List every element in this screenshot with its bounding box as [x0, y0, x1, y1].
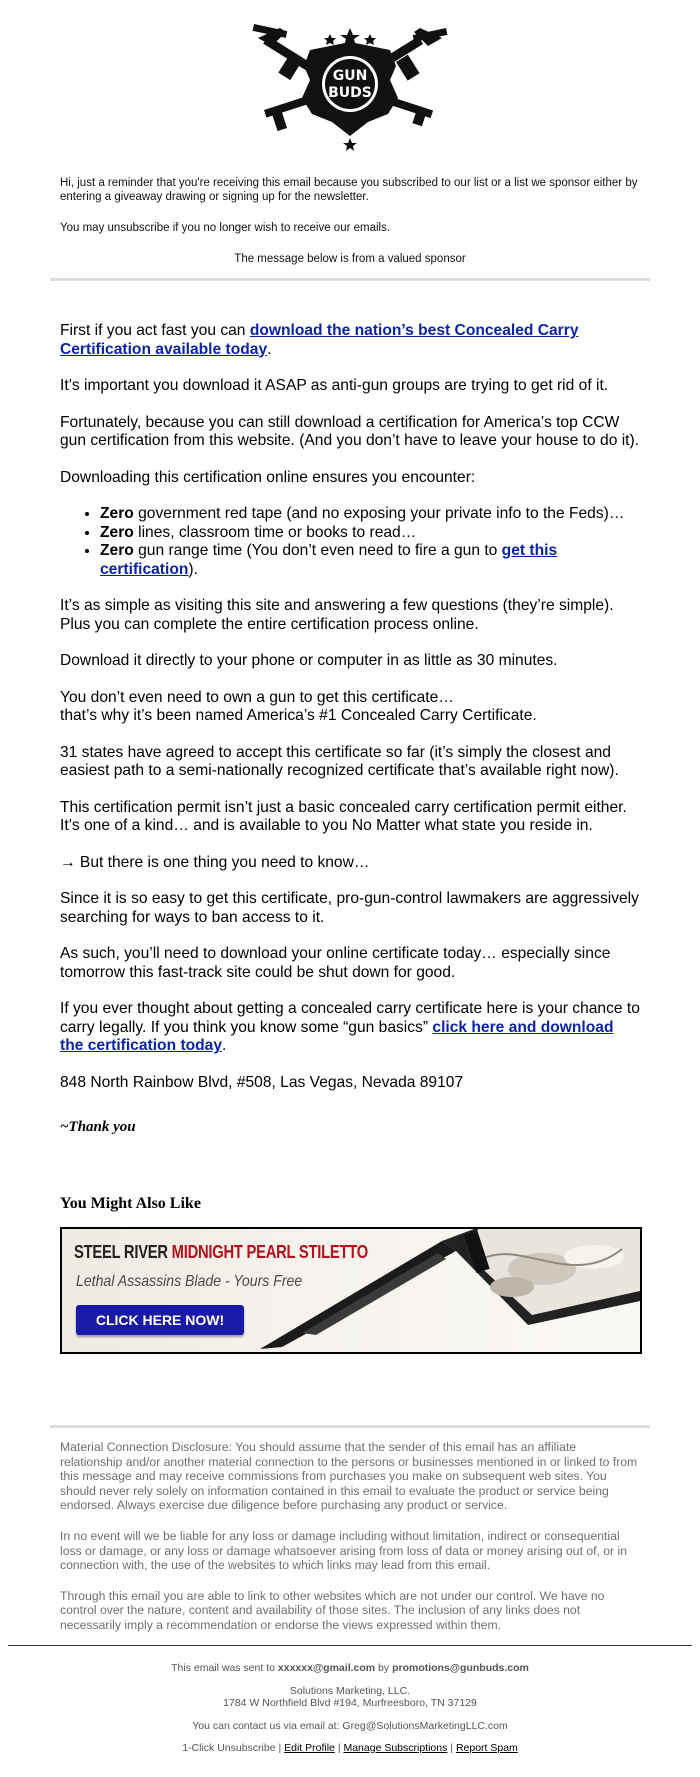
- thank-you-text: ~Thank you: [60, 1119, 136, 1135]
- paragraph-today: As such, you’ll need to download your online certificate today… especially since tomorrow this fast-track site could be shut down for good.: [60, 945, 611, 981]
- bullet-text-end: ).: [188, 560, 198, 578]
- paragraph-one-thing: → But there is one thing you need to know…: [60, 853, 370, 871]
- paragraph-no-gun: [60, 689, 640, 726]
- download-certification-link[interactable]: download the nation’s best Concealed Carry Certification available today: [60, 322, 579, 358]
- ad-title-product: MIDNIGHT PEARL STILETTO: [171, 1242, 369, 1262]
- bottom-divider: [50, 1425, 650, 1428]
- list-item: [100, 524, 640, 543]
- company-address: 1784 W Northfield Blvd #194, Murfreesboro, TN 37129: [223, 1697, 477, 1709]
- bullet-bold: Zero: [100, 523, 134, 541]
- separator: |: [275, 1742, 285, 1754]
- edit-profile-link[interactable]: Edit Profile: [284, 1742, 335, 1754]
- header-notice: [60, 176, 640, 283]
- no-gun-line2: that’s why it’s been named America’s #1 Concealed Carry Certificate.: [60, 707, 537, 724]
- paragraph-lawmakers: Since it is so easy to get this certificate, pro-gun-control lawmakers are aggressively searching for ways to ban access to it.: [60, 890, 639, 926]
- footer-divider: [8, 1645, 692, 1646]
- logo-text-line1: GUN: [332, 68, 368, 84]
- manage-subscriptions-link[interactable]: Manage Subscriptions: [343, 1742, 448, 1754]
- benefits-list: [60, 505, 640, 579]
- intro-text-end: .: [267, 340, 272, 358]
- separator: |: [447, 1742, 456, 1754]
- ad-subtitle: Lethal Assassins Blade - Yours Free: [76, 1273, 303, 1290]
- bullet-text: lines, classroom time or books to read…: [133, 523, 417, 541]
- ad-title-brand: STEEL RIVER: [74, 1242, 172, 1262]
- you-might-also-like-heading: You Might Also Like: [60, 1194, 201, 1212]
- paragraph-one-of-a-kind: This certification permit isn’t just a basic concealed carry certification permit either. It’s one of a kind… and is available to you No Matter what state you reside in.: [60, 798, 627, 834]
- stiletto-knife-icon: [242, 1229, 640, 1352]
- paragraph-asap: It’s important you download it ASAP as anti-gun groups are trying to get rid of it.: [60, 377, 609, 394]
- list-item: [100, 505, 640, 524]
- paragraph-chance: [60, 1000, 640, 1056]
- click-here-download-link[interactable]: click here and download the certification today: [60, 1018, 614, 1054]
- knife-ad-banner[interactable]: [60, 1227, 642, 1354]
- sent-to-prefix: This email was sent to: [171, 1662, 278, 1674]
- disclosure-material-connection: Material Connection Disclosure: You should assume that the sender of this email has an affiliate relationship and/or another material connection to the persons or businesses mentioned in or linked to from this message and may receive commissions from purchases you make on subsequent web sites. You should never rely solely on information contained in this email to evaluate the product or service being endorsed. Always exercise due diligence before purchasing any product or service.: [60, 1440, 638, 1513]
- email-footer: [50, 1662, 650, 1765]
- disclosure-external-links: Through this email you are able to link to other websites which are not under our control. We have no control over the nature, content and availability of those sites. The inclusion of any links does not necessarily imply a recommendation or endorse the views expressed within them.: [60, 1588, 605, 1632]
- sponsor-note: The message below is from a valued sponsor: [234, 253, 466, 265]
- list-item: [100, 542, 640, 579]
- bullet-bold: Zero: [100, 542, 134, 559]
- sponsor-address: 848 North Rainbow Blvd, #508, Las Vegas, Nevada 89107: [60, 1073, 464, 1091]
- separator: |: [334, 1742, 344, 1754]
- contact-line: You can contact us via email at: Greg@SolutionsMarketingLLC.com: [192, 1719, 508, 1732]
- company-name: Solutions Marketing, LLC.: [289, 1684, 411, 1697]
- report-spam-link[interactable]: Report Spam: [455, 1742, 518, 1754]
- logo-text-line2: BUDS: [328, 85, 372, 101]
- chance-text-end: .: [222, 1037, 227, 1054]
- unsubscribe-text[interactable]: 1-Click Unsubscribe: [182, 1742, 276, 1754]
- company-block: [50, 1685, 650, 1710]
- recipient-email: xxxxxx@gmail.com: [277, 1662, 376, 1674]
- no-gun-line1: You don’t even need to own a gun to get this certificate…: [60, 688, 454, 706]
- intro-text: First if you act fast you can: [60, 322, 250, 339]
- disclosure-liability: In no event will we be liable for any loss or damage including without limitation, indirect or consequential loss or damage, or any loss or damage whatsoever arising from loss of data or money arising out of, or in connection with, the use of the websites to which links may lead from this email.: [60, 1528, 627, 1573]
- paragraph-ensures: Downloading this certification online ensures you encounter:: [60, 468, 476, 486]
- bullet-text: gun range time (You don’t even need to fire a gun to: [133, 542, 502, 559]
- paragraph-simple: It’s as simple as visiting this site and answering a few questions (they’re simple). Plus you can complete the entire certification process online.: [60, 597, 614, 633]
- top-divider: [50, 278, 650, 281]
- sponsor-message: [60, 322, 640, 1354]
- chance-text: If you ever thought about getting a concealed carry certificate here is your chance to carry legally. If you think you know some “gun basics”: [60, 1000, 640, 1036]
- bullet-bold: Zero: [100, 505, 134, 522]
- sent-to-line: [50, 1662, 650, 1675]
- get-certification-link[interactable]: get this certification: [100, 542, 558, 578]
- bullet-text: government red tape (and no exposing your private info to the Feds)…: [133, 505, 625, 522]
- reminder-text: Hi, just a reminder that you're receiving this email because you subscribed to our list or a list we sponsor either by entering a giveaway drawing or signing up for the newsletter.: [60, 177, 638, 203]
- gunbuds-logo-graphic: [250, 14, 450, 154]
- paragraph-fortunately: Fortunately, because you can still download a certification for America’s top CCW gun certification from this website. (And you don’t have to leave your house to do it).: [60, 413, 640, 449]
- unsubscribe-note: You may unsubscribe if you no longer wish to receive our emails.: [60, 222, 391, 234]
- paragraph-intro: [60, 322, 640, 359]
- by-text: by: [375, 1662, 393, 1674]
- sender-email: promotions@gunbuds.com: [392, 1662, 529, 1674]
- disclosure-section: [60, 1440, 640, 1649]
- footer-links: [50, 1742, 650, 1755]
- paragraph-download: Download it directly to your phone or computer in as little as 30 minutes.: [60, 652, 558, 669]
- click-here-now-button[interactable]: CLICK HERE NOW!: [76, 1305, 244, 1335]
- paragraph-states: 31 states have agreed to accept this certificate so far (it’s simply the closest and easiest path to a semi-nationally recognized certificate that’s available right now).: [60, 743, 619, 779]
- gunbuds-logo: [250, 14, 450, 154]
